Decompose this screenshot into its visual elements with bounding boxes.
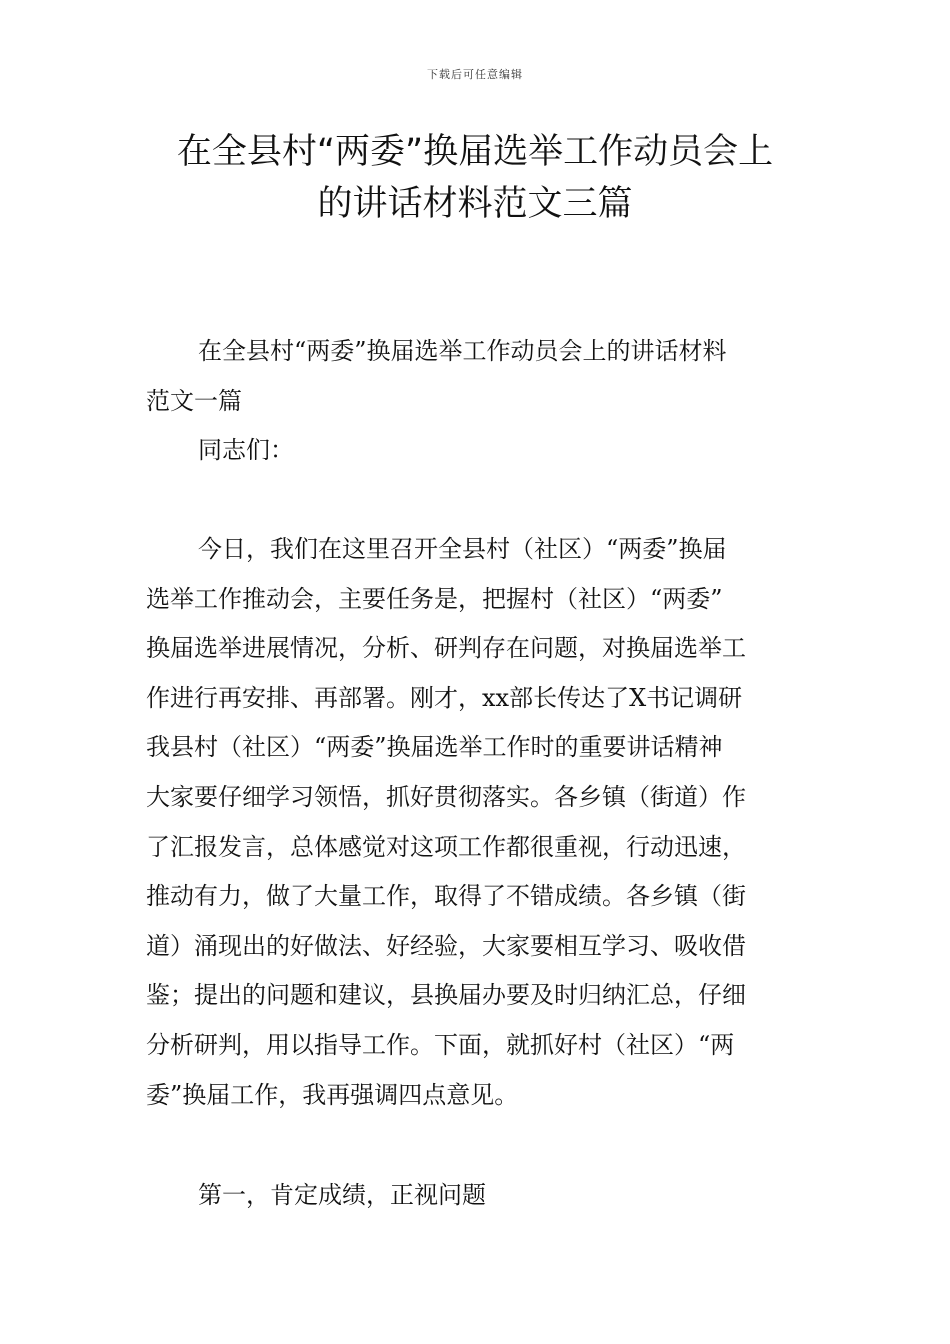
paragraph-line: 我县村（社区）“两委”换届选举工作时的重要讲话精神 <box>146 733 723 762</box>
salutation <box>146 426 808 476</box>
title-line-2: 的讲话材料范文三篇 <box>317 184 633 224</box>
paragraph-1 <box>146 525 808 1120</box>
section-heading-1 <box>146 1171 808 1221</box>
paragraph-line: 道）涌现出的好做法、好经验，大家要相互学习、吸收借 <box>146 931 746 960</box>
paragraph-line: 委”换届工作，我再强调四点意见。 <box>146 1080 519 1109</box>
paragraph-line: 今日，我们在这里召开全县村（社区）“两委”换届 <box>198 535 727 563</box>
subtitle-line-2: 范文一篇 <box>146 386 242 415</box>
section-subtitle <box>146 327 808 426</box>
paragraph-line: 了汇报发言，总体感觉对这项工作都很重视，行动迅速， <box>146 832 746 861</box>
paragraph-line: 鉴；提出的问题和建议，县换届办要及时归纳汇总，仔细 <box>146 981 746 1010</box>
header-note: 下载后可任意编辑 <box>427 68 523 81</box>
paragraph-line: 大家要仔细学习领悟，抓好贯彻落实。各乡镇（街道）作 <box>146 782 746 811</box>
salutation-text: 同志们： <box>198 436 294 464</box>
title-line-1: 在全县村“两委”换届选举工作动员会上 <box>176 132 774 172</box>
document-title <box>120 126 830 230</box>
section-heading-text: 第一，肯定成绩，正视问题 <box>198 1181 486 1209</box>
paragraph-line: 作进行再安排、再部署。刚才，xx部长传达了X书记调研 <box>146 683 743 712</box>
paragraph-line: 推动有力，做了大量工作，取得了不错成绩。各乡镇（街 <box>146 882 746 911</box>
paragraph-line: 换届选举进展情况，分析、研判存在问题，对换届选举工 <box>146 634 746 663</box>
subtitle-line-1: 在全县村“两委”换届选举工作动员会上的讲话材料 <box>198 337 727 365</box>
paragraph-line: 选举工作推动会，主要任务是，把握村（社区）“两委” <box>146 584 723 613</box>
paragraph-line: 分析研判，用以指导工作。下面，就抓好村（社区）“两 <box>146 1030 735 1059</box>
